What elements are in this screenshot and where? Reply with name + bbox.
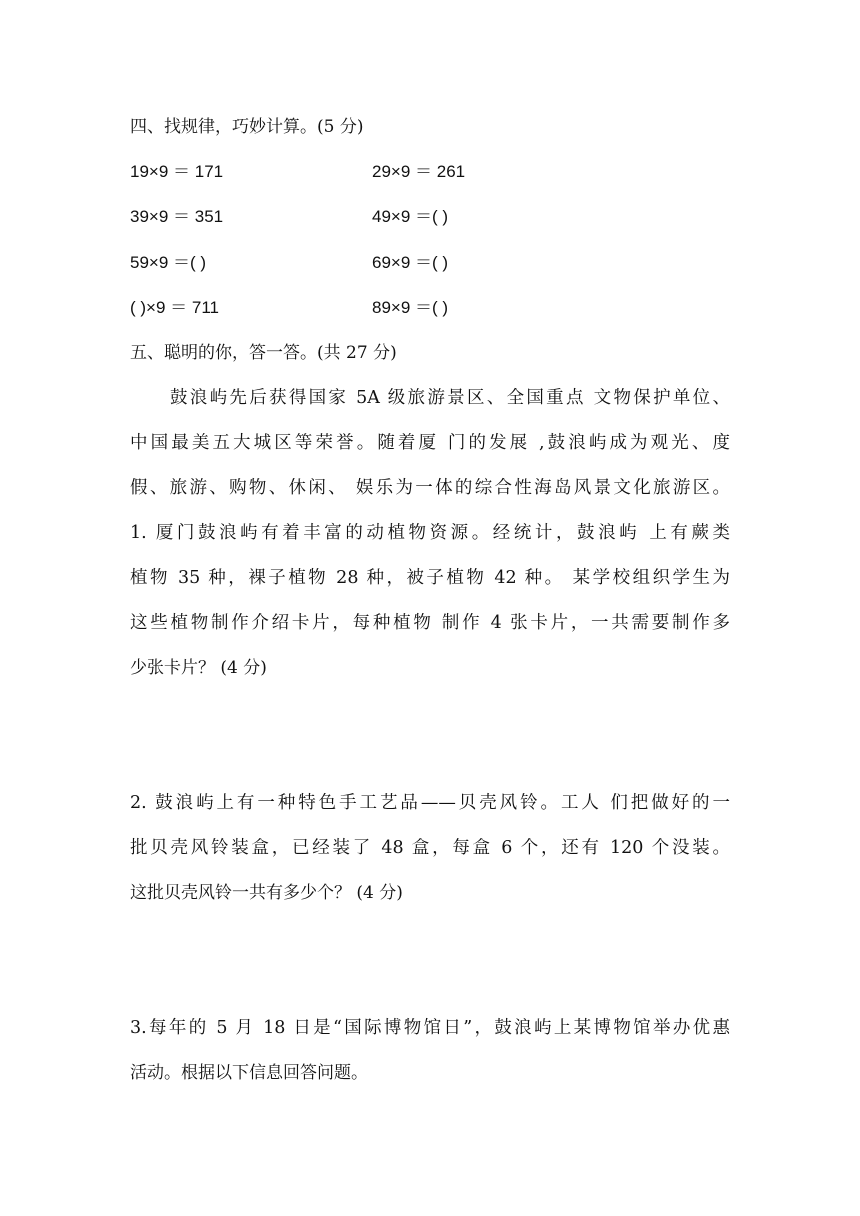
intro-line-3: 假、旅游、购物、休闲、 娱乐为一体的综合性海岛风景文化旅游区。	[130, 478, 730, 498]
question-2-line-3: 这批贝壳风铃一共有多少个？ (4 分)	[130, 883, 403, 903]
equation-1-left: 19×9 ＝ 171	[130, 162, 224, 181]
equation-4-right: 89×9 ＝( )	[372, 298, 449, 317]
question-1-line-1: 1. 厦门鼓浪屿有着丰富的动植物资源。经统计，鼓浪屿 上有蕨类	[130, 523, 730, 543]
equation-2-right: 49×9 ＝( )	[372, 207, 449, 226]
question-3-line-1: 3.每年的 5 月 18 日是“国际博物馆日”，鼓浪屿上某博物馆举办优惠	[130, 1018, 730, 1038]
section-4-heading: 四、找规律，巧妙计算。(5 分)	[130, 117, 364, 137]
equation-4-left: ( )×9 ＝ 711	[130, 298, 219, 317]
question-2-line-1: 2. 鼓浪屿上有一种特色手工艺品——贝壳风铃。工人 们把做好的一	[130, 793, 730, 813]
equation-3-left: 59×9 ＝( )	[130, 253, 207, 272]
equation-2-left: 39×9 ＝ 351	[130, 207, 224, 226]
section-5-heading: 五、聪明的你，答一答。(共 27 分)	[130, 343, 397, 363]
question-1-line-3: 这些植物制作介绍卡片，每种植物 制作 4 张卡片，一共需要制作多	[130, 613, 730, 633]
question-2-line-2: 批贝壳风铃装盒，已经装了 48 盒，每盒 6 个，还有 120 个没装。	[130, 838, 730, 858]
question-3-line-2: 活动。根据以下信息回答问题。	[130, 1063, 368, 1083]
equation-1-right: 29×9 ＝ 261	[372, 162, 466, 181]
equation-3-right: 69×9 ＝( )	[372, 253, 449, 272]
intro-line-2: 中国最美五大城区等荣誉。随着厦 门的发展 ,鼓浪屿成为观光、度	[130, 433, 730, 453]
question-1-line-2: 植物 35 种，裸子植物 28 种，被子植物 42 种。 某学校组织学生为	[130, 568, 730, 588]
intro-line-1: 鼓浪屿先后获得国家 5A 级旅游景区、全国重点 文物保护单位、	[170, 388, 730, 408]
question-1-line-4: 少张卡片？ (4 分)	[130, 658, 267, 678]
